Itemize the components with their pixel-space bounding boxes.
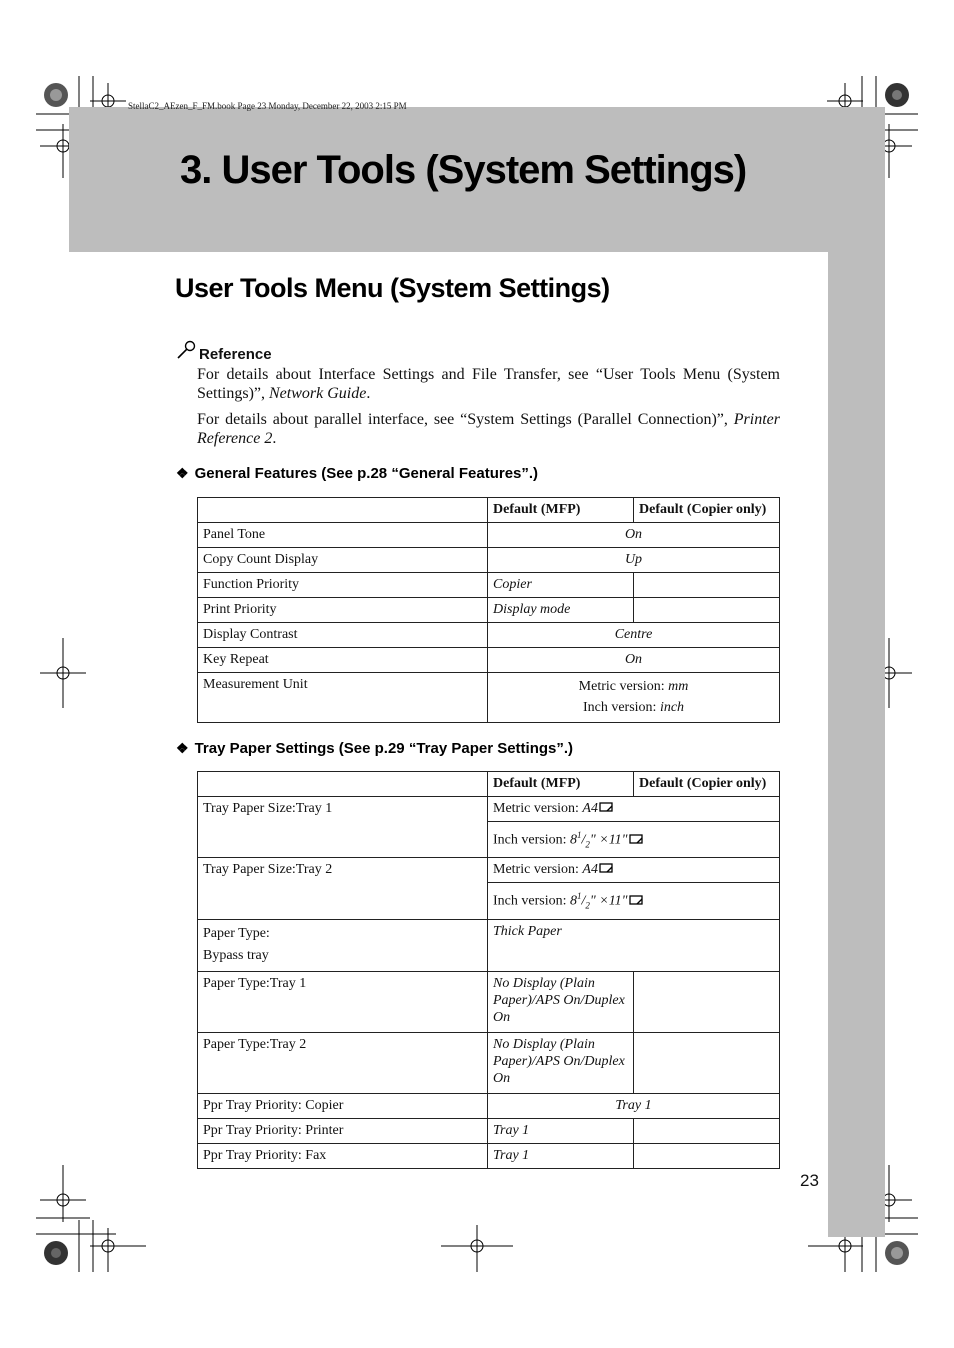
setting-name [198, 919, 488, 971]
setting-default-copier [634, 598, 780, 623]
table-row [198, 523, 780, 548]
general-features-heading [176, 465, 538, 482]
thumb-tab-band [828, 252, 885, 1237]
reference-book-title: Network Guide [269, 385, 367, 402]
setting-default-copier [634, 1143, 780, 1168]
setting-default-metric [488, 797, 780, 822]
reference-end: . [272, 430, 277, 447]
heading-text: General Features (See p.28 “General Features”.) [194, 465, 539, 482]
header-cell-empty [198, 498, 488, 523]
section-title: User Tools Menu (System Settings) [175, 273, 610, 303]
inch-prefix: Inch version: [582, 700, 660, 715]
inch-numerator: 1 [576, 891, 582, 902]
setting-name-line1: Paper Type: [203, 925, 270, 941]
general-features-table [197, 497, 780, 723]
table-row [198, 1118, 780, 1143]
setting-default: Tray 1 [488, 1093, 780, 1118]
table-row [198, 1032, 780, 1093]
setting-default: On [488, 648, 780, 673]
reference-label: Reference [199, 345, 272, 363]
table-row [198, 673, 780, 723]
setting-default: Up [488, 548, 780, 573]
header-cell-copier: Default (Copier only) [634, 498, 780, 523]
setting-name: Ppr Tray Priority: Copier [198, 1093, 488, 1118]
setting-name: Panel Tone [198, 523, 488, 548]
inch-prefix: Inch version: [493, 894, 570, 910]
inch-value: inch [659, 700, 685, 715]
paper-landscape-icon [629, 834, 643, 845]
setting-name: Measurement Unit [198, 673, 488, 723]
table-row [198, 1093, 780, 1118]
setting-name: Paper Type:Tray 2 [198, 1032, 488, 1093]
setting-default: On [488, 523, 780, 548]
reference-note [175, 340, 780, 448]
setting-default-mfp: Copier [488, 573, 634, 598]
reference-paragraph-1 [197, 365, 780, 403]
setting-default-mfp: No Display (Plain Paper)/APS On/Duplex On [488, 1032, 634, 1093]
setting-name: Ppr Tray Priority: Fax [198, 1143, 488, 1168]
table-header-row [198, 498, 780, 523]
setting-name: Ppr Tray Priority: Printer [198, 1118, 488, 1143]
setting-default-mfp: Tray 1 [488, 1143, 634, 1168]
tray-paper-table [197, 771, 780, 1169]
setting-name: Tray Paper Size:Tray 2 [198, 858, 488, 919]
header-cell-mfp: Default (MFP) [488, 498, 634, 523]
reference-text: For details about parallel interface, see “System Settings (Parallel Connection)”, [197, 411, 734, 428]
setting-default-metric [488, 858, 780, 883]
setting-default-inch: Inch version: $8^1/_2$" ×11" [488, 822, 780, 858]
table-row [198, 919, 780, 971]
setting-default-copier [634, 971, 780, 1032]
setting-default-mfp: No Display (Plain Paper)/APS On/Duplex On [488, 971, 634, 1032]
metric-prefix: Metric version: [493, 801, 583, 816]
table-row [198, 797, 780, 822]
header-cell-mfp: Default (MFP) [488, 772, 634, 797]
reference-header [175, 340, 780, 363]
inch-whole: 8 [569, 894, 577, 910]
metric-value: A4 [582, 862, 598, 878]
chapter-title: 3. User Tools (System Settings) [180, 148, 747, 192]
diamond-bullet-icon: ❖ [176, 740, 189, 756]
paper-landscape-icon [599, 802, 613, 813]
inch-whole: 8 [569, 832, 577, 848]
setting-default-mfp: Tray 1 [488, 1118, 634, 1143]
table-row [198, 548, 780, 573]
reference-book-title: Printer Reference 2 [197, 411, 780, 447]
table-row [198, 971, 780, 1032]
metric-value: A4 [582, 801, 598, 816]
setting-name: Display Contrast [198, 623, 488, 648]
magnifier-icon [175, 340, 197, 360]
reference-paragraph-2 [197, 410, 780, 448]
heading-text: Tray Paper Settings (See p.29 “Tray Paper Settings”.) [194, 740, 574, 757]
paper-landscape-icon [629, 895, 643, 906]
setting-default-copier [634, 573, 780, 598]
setting-name: Function Priority [198, 573, 488, 598]
setting-default-copier [634, 1032, 780, 1093]
header-cell-empty [198, 772, 488, 797]
inch-denominator: 2 [585, 839, 590, 850]
inch-rest: " ×11" [589, 832, 628, 848]
inch-rest: " ×11" [589, 894, 628, 910]
metric-prefix: Metric version: [578, 679, 669, 694]
reference-end: . [366, 385, 371, 402]
table-header-row [198, 772, 780, 797]
setting-default: Thick Paper [488, 919, 780, 971]
inch-numerator: 1 [576, 830, 582, 840]
metric-value: mm [668, 679, 689, 694]
table-row [198, 598, 780, 623]
setting-default-mfp: Display mode [488, 598, 634, 623]
reference-text: For details about Interface Settings and File Transfer, see “User Tools Menu (System Settings)”, [197, 366, 780, 402]
page-number: 23 [800, 1171, 819, 1190]
setting-name: Print Priority [198, 598, 488, 623]
inch-denominator: 2 [585, 900, 590, 911]
setting-default-copier [634, 1118, 780, 1143]
file-info: StellaC2_AEzen_F_FM.book Page 23 Monday, December 22, 2003 2:15 PM [128, 101, 407, 111]
tray-paper-heading [176, 740, 573, 757]
metric-prefix: Metric version: [493, 862, 583, 878]
inch-prefix: Inch version: [493, 832, 570, 848]
header-cell-copier: Default (Copier only) [634, 772, 780, 797]
setting-default: Centre [488, 623, 780, 648]
setting-default-inch: Inch version: $8^1/_2$" ×11" [488, 883, 780, 919]
setting-name: Tray Paper Size:Tray 1 [198, 797, 488, 858]
setting-name: Key Repeat [198, 648, 488, 673]
table-row [198, 858, 780, 883]
setting-name: Copy Count Display [198, 548, 488, 573]
table-row [198, 623, 780, 648]
setting-name: Paper Type:Tray 1 [198, 971, 488, 1032]
table-row [198, 573, 780, 598]
setting-name-line2: Bypass tray [203, 947, 269, 963]
paper-landscape-icon [599, 863, 613, 874]
table-row [198, 648, 780, 673]
diamond-bullet-icon: ❖ [176, 465, 189, 481]
setting-default [488, 673, 780, 723]
table-row [198, 1143, 780, 1168]
